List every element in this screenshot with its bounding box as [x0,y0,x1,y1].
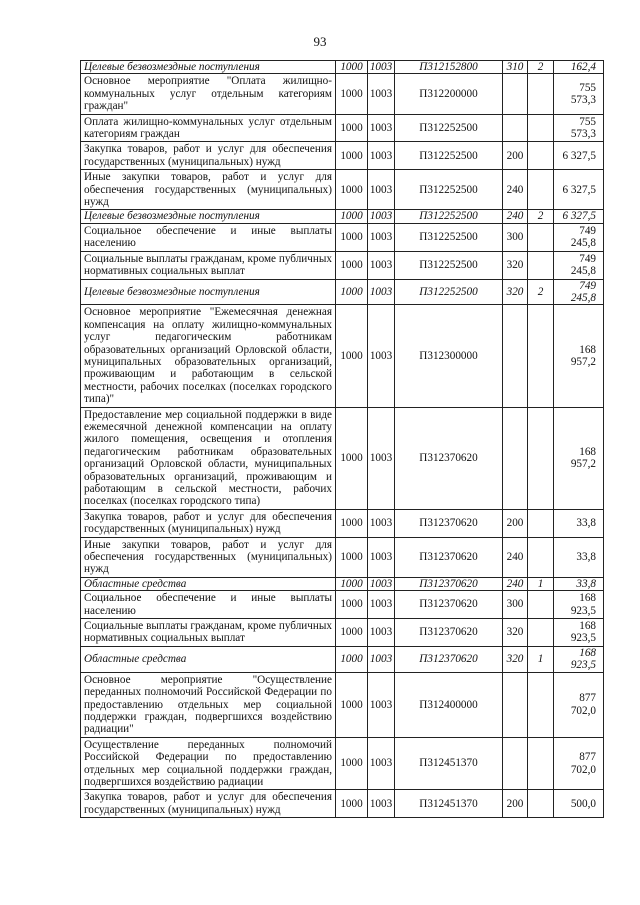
section-code: 1000 [336,591,368,619]
section-code: 1000 [336,537,368,577]
table-row [81,210,604,223]
expense-type-code [503,305,528,407]
table-row [81,170,604,210]
table-row [81,305,604,407]
table-row [81,61,604,74]
subsection-code: 1003 [368,210,395,223]
amount-value: 168 923,5 [554,619,604,647]
funding-source-code: 2 [528,279,554,305]
row-description: Закупка товаров, работ и услуг для обеспечения государственных (муниципальных) нужд [81,790,336,818]
row-description: Оплата жилищно-коммунальных услуг отдельным категориям граждан [81,114,336,142]
table-row [81,251,604,279]
target-article-code: П312252500 [395,223,503,251]
target-article-code: П312400000 [395,672,503,737]
table-row [81,646,604,672]
table-row [81,74,604,114]
table-row [81,790,604,818]
table-row [81,537,604,577]
section-code: 1000 [336,737,368,790]
section-code: 1000 [336,305,368,407]
subsection-code: 1003 [368,170,395,210]
row-description: Целевые безвозмездные поступления [81,279,336,305]
row-description: Предоставление мер социальной поддержки в виде ежемесячной денежной компенсации на оплату жилого помещения, освещения и отопления педагогическим работникам образовательных организаций Орловской области, муниципальных образовательных организаций, проживающим и работающим в сельской местности, рабочих поселках (поселках городского типа) [81,407,336,509]
funding-source-code [528,223,554,251]
amount-value: 877 702,0 [554,737,604,790]
section-code: 1000 [336,170,368,210]
expense-type-code: 240 [503,577,528,590]
subsection-code: 1003 [368,591,395,619]
row-description: Социальное обеспечение и иные выплаты населению [81,223,336,251]
budget-table [80,60,604,818]
subsection-code: 1003 [368,142,395,170]
amount-value: 877 702,0 [554,672,604,737]
row-description: Иные закупки товаров, работ и услуг для обеспечения государственных (муниципальных) нужд [81,537,336,577]
funding-source-code [528,305,554,407]
section-code: 1000 [336,279,368,305]
section-code: 1000 [336,790,368,818]
amount-value: 33,8 [554,537,604,577]
subsection-code: 1003 [368,790,395,818]
funding-source-code [528,537,554,577]
subsection-code: 1003 [368,74,395,114]
expense-type-code: 200 [503,790,528,818]
target-article-code: П312252500 [395,251,503,279]
row-description: Закупка товаров, работ и услуг для обеспечения государственных (муниципальных) нужд [81,142,336,170]
page-number: 93 [313,34,327,49]
amount-value: 755 573,3 [554,74,604,114]
amount-value: 749 245,8 [554,223,604,251]
target-article-code: П312252500 [395,114,503,142]
expense-type-code [503,737,528,790]
expense-type-code: 300 [503,223,528,251]
expense-type-code [503,407,528,509]
expense-type-code: 300 [503,591,528,619]
table-row [81,279,604,305]
expense-type-code: 320 [503,646,528,672]
section-code: 1000 [336,646,368,672]
section-code: 1000 [336,251,368,279]
table-row [81,577,604,590]
target-article-code: П312370620 [395,407,503,509]
table-row [81,223,604,251]
table-row [81,672,604,737]
amount-value: 755 573,3 [554,114,604,142]
expense-type-code: 240 [503,170,528,210]
row-description: Основное мероприятие "Ежемесячная денежная компенсация на оплату жилищно-коммунальных услуг педагогическим работникам образовательных организаций Орловской области, муниципальных образовательных организаций, проживающим и работающим в сельской местности, рабочих поселках (поселках городского типа)" [81,305,336,407]
row-description: Областные средства [81,646,336,672]
funding-source-code [528,407,554,509]
subsection-code: 1003 [368,737,395,790]
amount-value: 749 245,8 [554,251,604,279]
section-code: 1000 [336,619,368,647]
subsection-code: 1003 [368,279,395,305]
target-article-code: П312370620 [395,577,503,590]
amount-value: 500,0 [554,790,604,818]
table-row [81,591,604,619]
section-code: 1000 [336,223,368,251]
subsection-code: 1003 [368,223,395,251]
funding-source-code [528,114,554,142]
expense-type-code: 240 [503,210,528,223]
funding-source-code [528,74,554,114]
section-code: 1000 [336,672,368,737]
funding-source-code [528,737,554,790]
row-description: Областные средства [81,577,336,590]
expense-type-code: 320 [503,251,528,279]
row-description: Целевые безвозмездные поступления [81,210,336,223]
expense-type-code [503,114,528,142]
expense-type-code: 310 [503,61,528,74]
row-description: Основное мероприятие "Осуществление переданных полномочий Российской Федерации по предоставлению отдельных мер социальной поддержки граждан, подвергшихся воздействию радиации" [81,672,336,737]
subsection-code: 1003 [368,577,395,590]
target-article-code: П312152800 [395,61,503,74]
expense-type-code: 200 [503,509,528,537]
target-article-code: П312252500 [395,210,503,223]
table-row [81,407,604,509]
row-description: Осуществление переданных полномочий Российской Федерации по предоставлению отдельных мер социальной поддержки граждан, подвергшихся воздействию радиации [81,737,336,790]
funding-source-code [528,790,554,818]
section-code: 1000 [336,142,368,170]
table-row [81,114,604,142]
expense-type-code [503,74,528,114]
subsection-code: 1003 [368,646,395,672]
row-description: Социальное обеспечение и иные выплаты населению [81,591,336,619]
funding-source-code [528,619,554,647]
amount-value: 168 957,2 [554,305,604,407]
section-code: 1000 [336,509,368,537]
row-description: Закупка товаров, работ и услуг для обеспечения государственных (муниципальных) нужд [81,509,336,537]
table-row [81,737,604,790]
funding-source-code: 2 [528,210,554,223]
amount-value: 6 327,5 [554,210,604,223]
subsection-code: 1003 [368,619,395,647]
target-article-code: П312252500 [395,279,503,305]
row-description: Социальные выплаты гражданам, кроме публичных нормативных социальных выплат [81,251,336,279]
section-code: 1000 [336,74,368,114]
funding-source-code [528,672,554,737]
funding-source-code: 2 [528,61,554,74]
target-article-code: П312370620 [395,537,503,577]
section-code: 1000 [336,407,368,509]
expense-type-code: 320 [503,279,528,305]
target-article-code: П312200000 [395,74,503,114]
table-row [81,619,604,647]
row-description: Основное мероприятие "Оплата жилищно-коммунальных услуг отдельным категориям граждан" [81,74,336,114]
amount-value: 33,8 [554,509,604,537]
subsection-code: 1003 [368,407,395,509]
expense-type-code [503,672,528,737]
target-article-code: П312252500 [395,170,503,210]
section-code: 1000 [336,61,368,74]
expense-type-code: 320 [503,619,528,647]
amount-value: 168 923,5 [554,591,604,619]
subsection-code: 1003 [368,537,395,577]
funding-source-code [528,591,554,619]
funding-source-code: 1 [528,646,554,672]
funding-source-code [528,170,554,210]
section-code: 1000 [336,577,368,590]
subsection-code: 1003 [368,251,395,279]
amount-value: 168 923,5 [554,646,604,672]
funding-source-code: 1 [528,577,554,590]
section-code: 1000 [336,114,368,142]
amount-value: 162,4 [554,61,604,74]
row-description: Иные закупки товаров, работ и услуг для обеспечения государственных (муниципальных) нужд [81,170,336,210]
funding-source-code [528,251,554,279]
target-article-code: П312370620 [395,509,503,537]
subsection-code: 1003 [368,509,395,537]
funding-source-code [528,509,554,537]
subsection-code: 1003 [368,114,395,142]
expense-type-code: 200 [503,142,528,170]
target-article-code: П312451370 [395,790,503,818]
row-description: Социальные выплаты гражданам, кроме публичных нормативных социальных выплат [81,619,336,647]
amount-value: 6 327,5 [554,142,604,170]
table-row [81,142,604,170]
target-article-code: П312451370 [395,737,503,790]
amount-value: 749 245,8 [554,279,604,305]
subsection-code: 1003 [368,672,395,737]
target-article-code: П312370620 [395,591,503,619]
row-description: Целевые безвозмездные поступления [81,61,336,74]
table-row [81,509,604,537]
target-article-code: П312252500 [395,142,503,170]
expense-type-code: 240 [503,537,528,577]
subsection-code: 1003 [368,305,395,407]
funding-source-code [528,142,554,170]
amount-value: 33,8 [554,577,604,590]
target-article-code: П312370620 [395,619,503,647]
subsection-code: 1003 [368,61,395,74]
amount-value: 168 957,2 [554,407,604,509]
amount-value: 6 327,5 [554,170,604,210]
target-article-code: П312370620 [395,646,503,672]
target-article-code: П312300000 [395,305,503,407]
section-code: 1000 [336,210,368,223]
